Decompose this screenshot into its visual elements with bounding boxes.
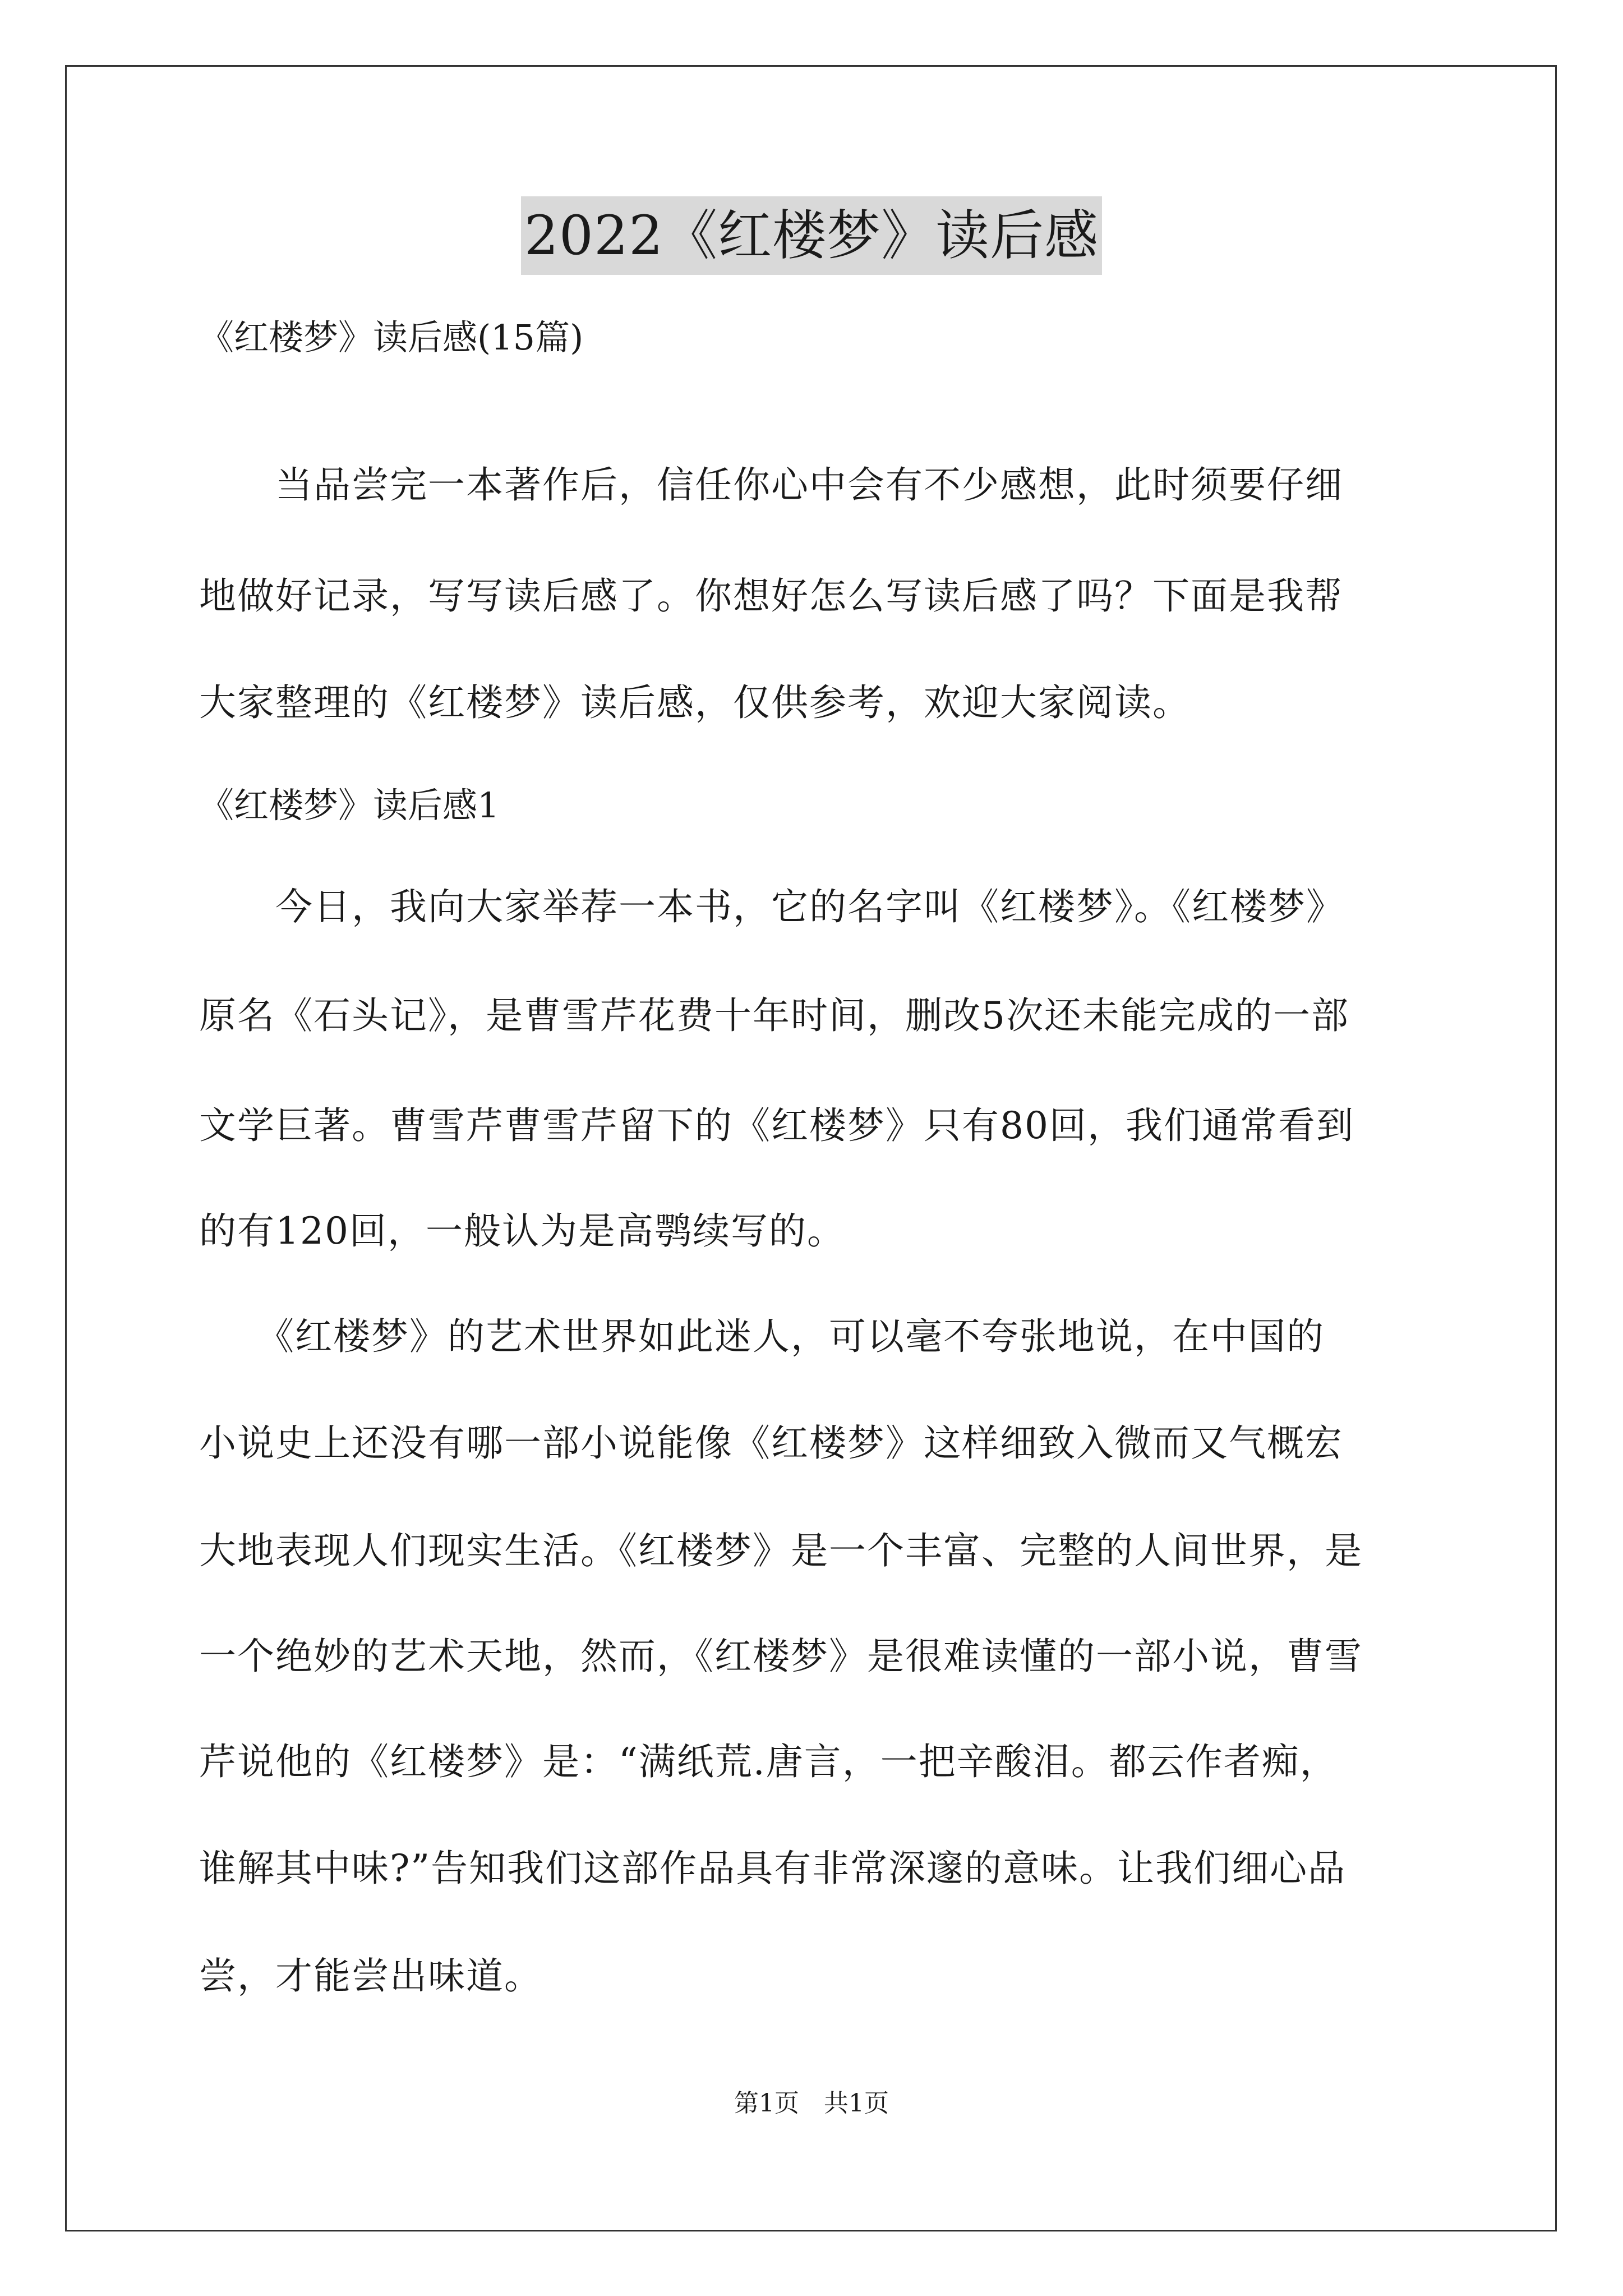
para2-line-5: 芹说他的《红楼梦》是：“满纸荒.唐言，一把辛酸泪。都云作者痴， [199,1740,1338,1783]
para2-line-7: 尝，才能尝出味道。 [199,1954,542,1998]
para1-line-1: 今日，我向大家举荐一本书，它的名字叫《红楼梦》。《红楼梦》 [199,885,1344,928]
intro-line-3: 大家整理的《红楼梦》读后感，仅供参考，欢迎大家阅读。 [199,681,1191,724]
subtitle: 《红楼梦》读后感(15篇) [199,317,584,358]
intro-line-2: 地做好记录，写写读后感了。你想好怎么写读后感了吗？下面是我帮 [199,574,1343,618]
section-heading: 《红楼梦》读后感1 [199,785,500,826]
para2-line-4: 一个绝妙的艺术天地，然而，《红楼梦》是很难读懂的一部小说，曹雪 [199,1635,1363,1678]
page-footer: 第1页 共1页 [734,2089,889,2118]
para2-line-1: 《红楼梦》的艺术世界如此迷人，可以毫不夸张地说，在中国的 [199,1315,1325,1358]
para1-line-2: 原名《石头记》，是曹雪芹花费十年时间，删改5次还未能完成的一部 [199,994,1349,1037]
para2-line-2: 小说史上还没有哪一部小说能像《红楼梦》这样细致入微而又气概宏 [199,1421,1343,1465]
intro-line-1: 当品尝完一本著作后，信任你心中会有不少感想，此时须要仔细 [199,463,1343,507]
document-title: 2022《红楼梦》读后感 [521,196,1102,275]
para2-line-6: 谁解其中味?”告知我们这部作品具有非常深邃的意味。让我们细心品 [199,1847,1347,1890]
para1-line-4: 的有120回，一般认为是高鹗续写的。 [199,1209,845,1253]
para2-line-3: 大地表现人们现实生活。《红楼梦》是一个丰富、完整的人间世界，是 [199,1529,1363,1572]
para1-line-3: 文学巨著。曹雪芹曹雪芹留下的《红楼梦》只有80回，我们通常看到 [199,1104,1354,1147]
title-container [0,196,1623,275]
